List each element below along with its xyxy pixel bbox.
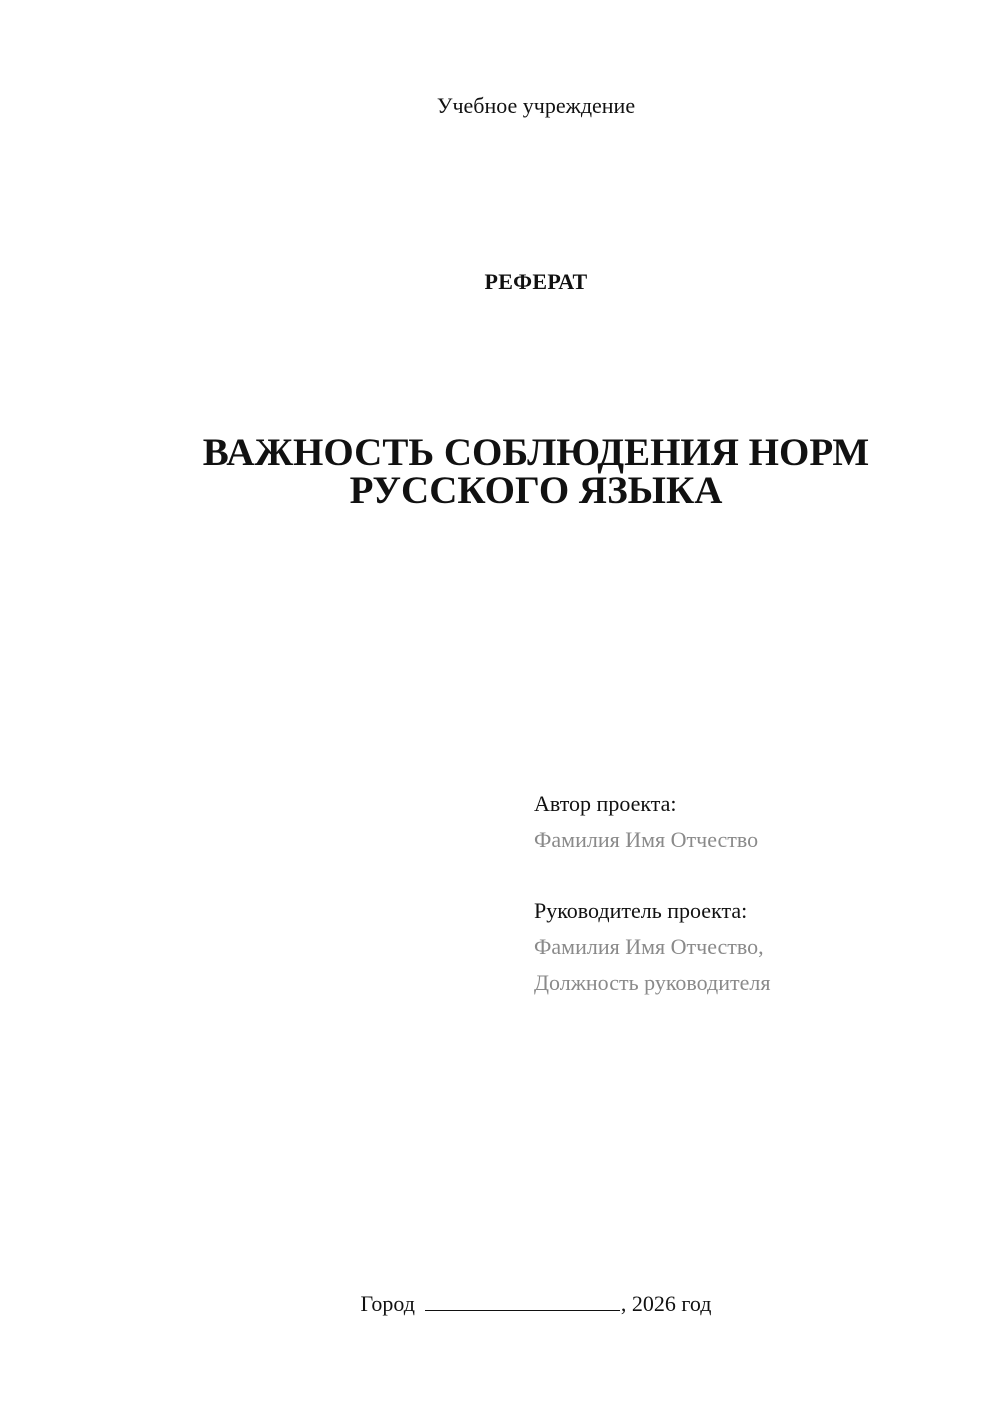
supervisor-block <box>534 893 770 1001</box>
author-label: Автор проекта: <box>534 791 677 816</box>
author-name: Фамилия Имя Отчество <box>534 827 759 852</box>
city-blank-line <box>425 1288 620 1311</box>
title-line-1: ВАЖНОСТЬ СОБЛЮДЕНИЯ НОРМ <box>202 431 870 474</box>
footer-city-year <box>0 1288 1000 1320</box>
document-type: РЕФЕРАТ <box>484 269 588 294</box>
supervisor-position: Должность руководителя <box>534 970 771 995</box>
year-label: , 2026 год <box>620 1291 712 1316</box>
city-label: Город <box>360 1291 415 1316</box>
title-line-2: РУССКОГО ЯЗЫКА <box>349 469 723 512</box>
supervisor-name: Фамилия Имя Отчество, <box>534 934 764 959</box>
document-title <box>0 431 1000 512</box>
supervisor-label: Руководитель проекта: <box>534 898 748 923</box>
author-block <box>534 786 758 858</box>
institution-name: Учебное учреждение <box>436 93 636 118</box>
